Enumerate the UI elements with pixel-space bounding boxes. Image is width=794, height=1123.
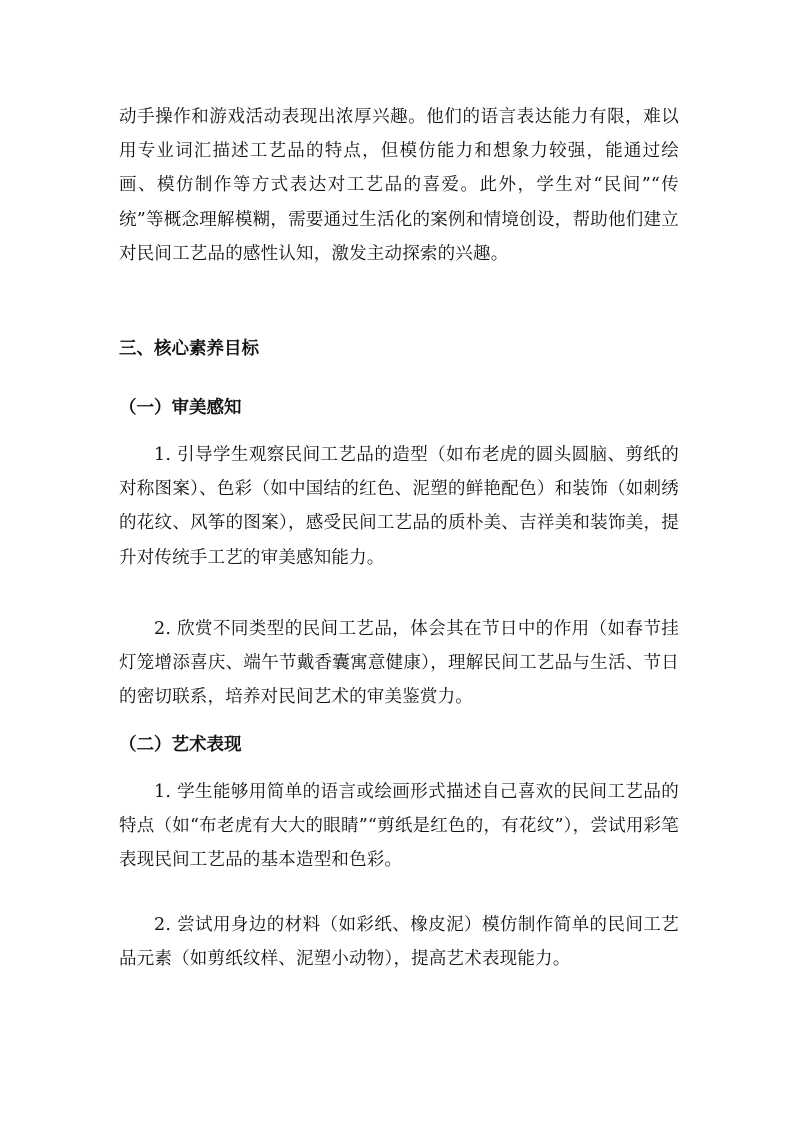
intro-paragraph: 动手操作和游戏活动表现出浓厚兴趣。他们的语言表达能力有限，难以用专业词汇描述工艺品的特点，但模仿能力和想象力较强，能通过绘画、模仿制作等方式表达对工艺品的喜爱。此外，学生对“民间”“传统”等概念理解模糊，需要通过生活化的案例和情境创设，帮助他们建立对民间工艺品的感性认知，激发主动探索的兴趣。	[119, 107, 679, 264]
expression-item-2: 2. 尝试用身边的材料（如彩纸、橡皮泥）模仿制作简单的民间工艺品元素（如剪纸纹样、泥塑小动物），提高艺术表现能力。	[119, 915, 679, 970]
section-heading-core-literacy: 三、核心素养目标	[119, 339, 259, 359]
aesthetic-item-2: 2. 欣赏不同类型的民间工艺品，体会其在节日中的作用（如春节挂灯笼增添喜庆、端午节戴香囊寓意健康），理解民间工艺品与生活、节日的密切联系，培养对民间艺术的审美鉴赏力。	[119, 619, 679, 708]
subsection-heading-art-expression: （二）艺术表现	[119, 735, 242, 755]
aesthetic-item-1: 1. 引导学生观察民间工艺品的造型（如布老虎的圆头圆脑、剪纸的对称图案）、色彩（如中国结的红色、泥塑的鲜艳配色）和装饰（如刺绣的花纹、风筝的图案），感受民间工艺品的质朴美、吉祥美和装饰美，提升对传统手工艺的审美感知能力。	[119, 445, 679, 568]
subsection-heading-aesthetic-perception: （一）审美感知	[119, 398, 242, 418]
expression-item-1: 1. 学生能够用简单的语言或绘画形式描述自己喜欢的民间工艺品的特点（如“布老虎有大大的眼睛”“剪纸是红色的，有花纹”），尝试用彩笔表现民间工艺品的基本造型和色彩。	[119, 782, 679, 871]
